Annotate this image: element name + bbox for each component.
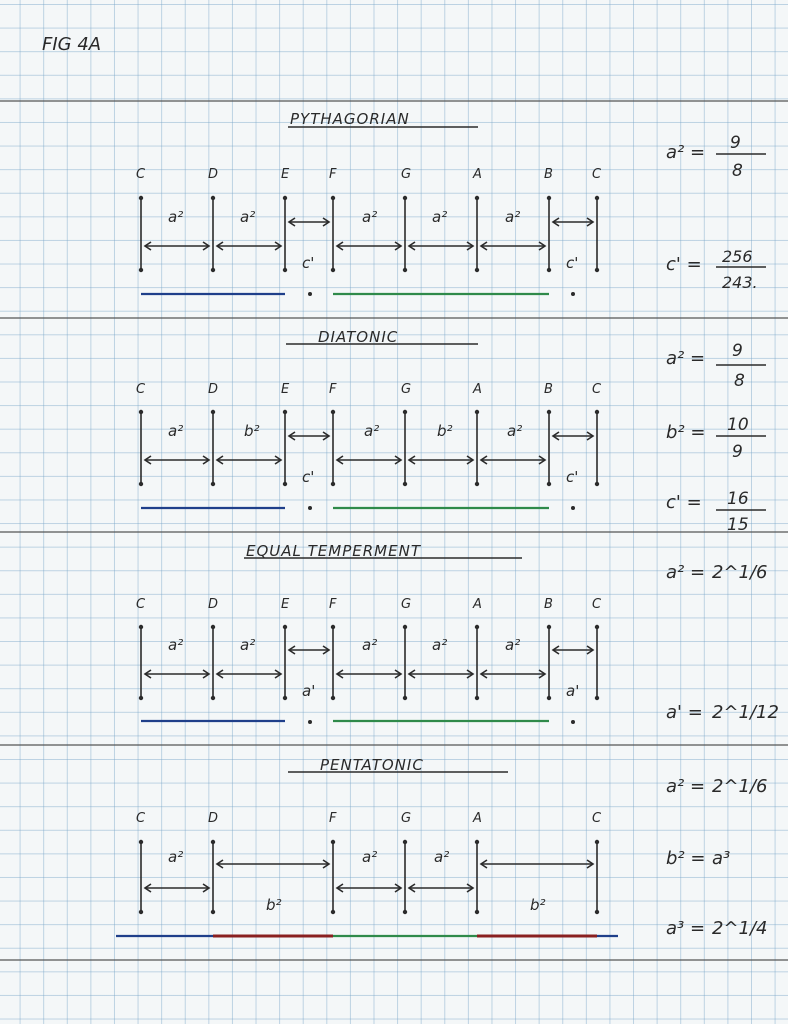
interval-label: a' — [302, 682, 316, 700]
equation-lhs: a³ = — [666, 918, 706, 939]
note-label: F — [329, 167, 337, 182]
section-title: EQUAL TEMPERMENT — [246, 542, 421, 560]
equation-lhs: b² = — [666, 848, 706, 869]
gap-dot — [571, 506, 575, 510]
note-label: C — [592, 382, 602, 397]
note-label: B — [544, 382, 553, 397]
gap-dot — [308, 292, 312, 296]
equation-rhs: 2^1/6 — [712, 562, 768, 583]
note-label: G — [401, 167, 412, 182]
interval-label: a' — [566, 682, 580, 700]
interval-label: c' — [566, 254, 579, 272]
section-title: DIATONIC — [318, 328, 399, 346]
note-label: D — [208, 597, 219, 612]
figure-label: FIG 4A — [42, 34, 102, 55]
equation-rhs: a³ — [712, 848, 731, 869]
interval-label: a² — [432, 636, 448, 654]
interval-label: a² — [505, 636, 521, 654]
fraction-denominator: 8 — [734, 371, 745, 391]
interval-label: a² — [507, 422, 523, 440]
equation-lhs: a' = — [666, 702, 703, 723]
gap-dot — [571, 720, 575, 724]
note-label: A — [473, 167, 482, 182]
interval-label: c' — [302, 468, 315, 486]
equation-rhs: 2^1/4 — [712, 918, 768, 939]
fraction-denominator: 15 — [727, 515, 749, 535]
fraction-numerator: 16 — [727, 489, 749, 509]
interval-label: c' — [566, 468, 579, 486]
interval-label: a² — [434, 848, 450, 866]
fraction-numerator: 9 — [730, 133, 741, 153]
note-label: A — [473, 811, 482, 826]
interval-label: a² — [240, 208, 256, 226]
note-label: C — [136, 382, 146, 397]
fraction-numerator: 256 — [722, 247, 753, 266]
note-label: D — [208, 811, 219, 826]
note-label: G — [401, 597, 412, 612]
interval-label: c' — [302, 254, 315, 272]
interval-label: b² — [530, 896, 546, 914]
note-label: C — [592, 167, 602, 182]
section-equal-temperment — [136, 542, 779, 724]
note-label: C — [592, 597, 602, 612]
equation-rhs: 2^1/6 — [712, 776, 768, 797]
interval-label: b² — [437, 422, 453, 440]
note-label: F — [329, 597, 337, 612]
interval-label: a² — [364, 422, 380, 440]
note-label: E — [281, 597, 290, 612]
interval-label: a² — [168, 848, 184, 866]
equation-lhs: a² = — [666, 562, 706, 583]
section-title: PENTATONIC — [320, 756, 424, 774]
gap-dot — [571, 292, 575, 296]
fraction-denominator: 8 — [732, 161, 743, 181]
interval-label: a² — [240, 636, 256, 654]
equation-lhs: a² = — [666, 776, 706, 797]
fraction-numerator: 9 — [732, 341, 743, 361]
note-label: A — [473, 597, 482, 612]
equation-lhs: c' = — [666, 492, 702, 513]
fraction-denominator: 243. — [722, 273, 758, 292]
interval-label: a² — [362, 636, 378, 654]
note-label: C — [136, 597, 146, 612]
section-title: PYTHAGORIAN — [290, 110, 410, 128]
note-label: D — [208, 167, 219, 182]
interval-label: a² — [168, 636, 184, 654]
note-label: C — [136, 167, 146, 182]
equation-lhs: a² = — [666, 348, 706, 369]
note-label: D — [208, 382, 219, 397]
section-diatonic — [136, 328, 766, 535]
interval-label: a² — [168, 422, 184, 440]
equation-lhs: b² = — [666, 422, 706, 443]
note-label: B — [544, 597, 553, 612]
fraction-denominator: 9 — [732, 442, 743, 462]
fraction-numerator: 10 — [727, 415, 749, 435]
note-label: E — [281, 167, 290, 182]
interval-label: a² — [362, 208, 378, 226]
gap-dot — [308, 506, 312, 510]
note-label: A — [473, 382, 482, 397]
interval-label: b² — [244, 422, 260, 440]
interval-label: a² — [432, 208, 448, 226]
section-pythagorian — [136, 110, 766, 296]
note-label: F — [329, 382, 337, 397]
note-label: E — [281, 382, 290, 397]
note-label: C — [592, 811, 602, 826]
gap-dot — [308, 720, 312, 724]
interval-label: a² — [362, 848, 378, 866]
section-pentatonic — [116, 756, 768, 939]
note-label: G — [401, 382, 412, 397]
interval-label: a² — [505, 208, 521, 226]
equation-rhs: 2^1/12 — [712, 702, 779, 723]
interval-label: b² — [266, 896, 282, 914]
note-label: F — [329, 811, 337, 826]
interval-label: a² — [168, 208, 184, 226]
equation-lhs: a² = — [666, 142, 706, 163]
note-label: G — [401, 811, 412, 826]
note-label: C — [136, 811, 146, 826]
note-label: B — [544, 167, 553, 182]
equation-lhs: c' = — [666, 254, 702, 275]
